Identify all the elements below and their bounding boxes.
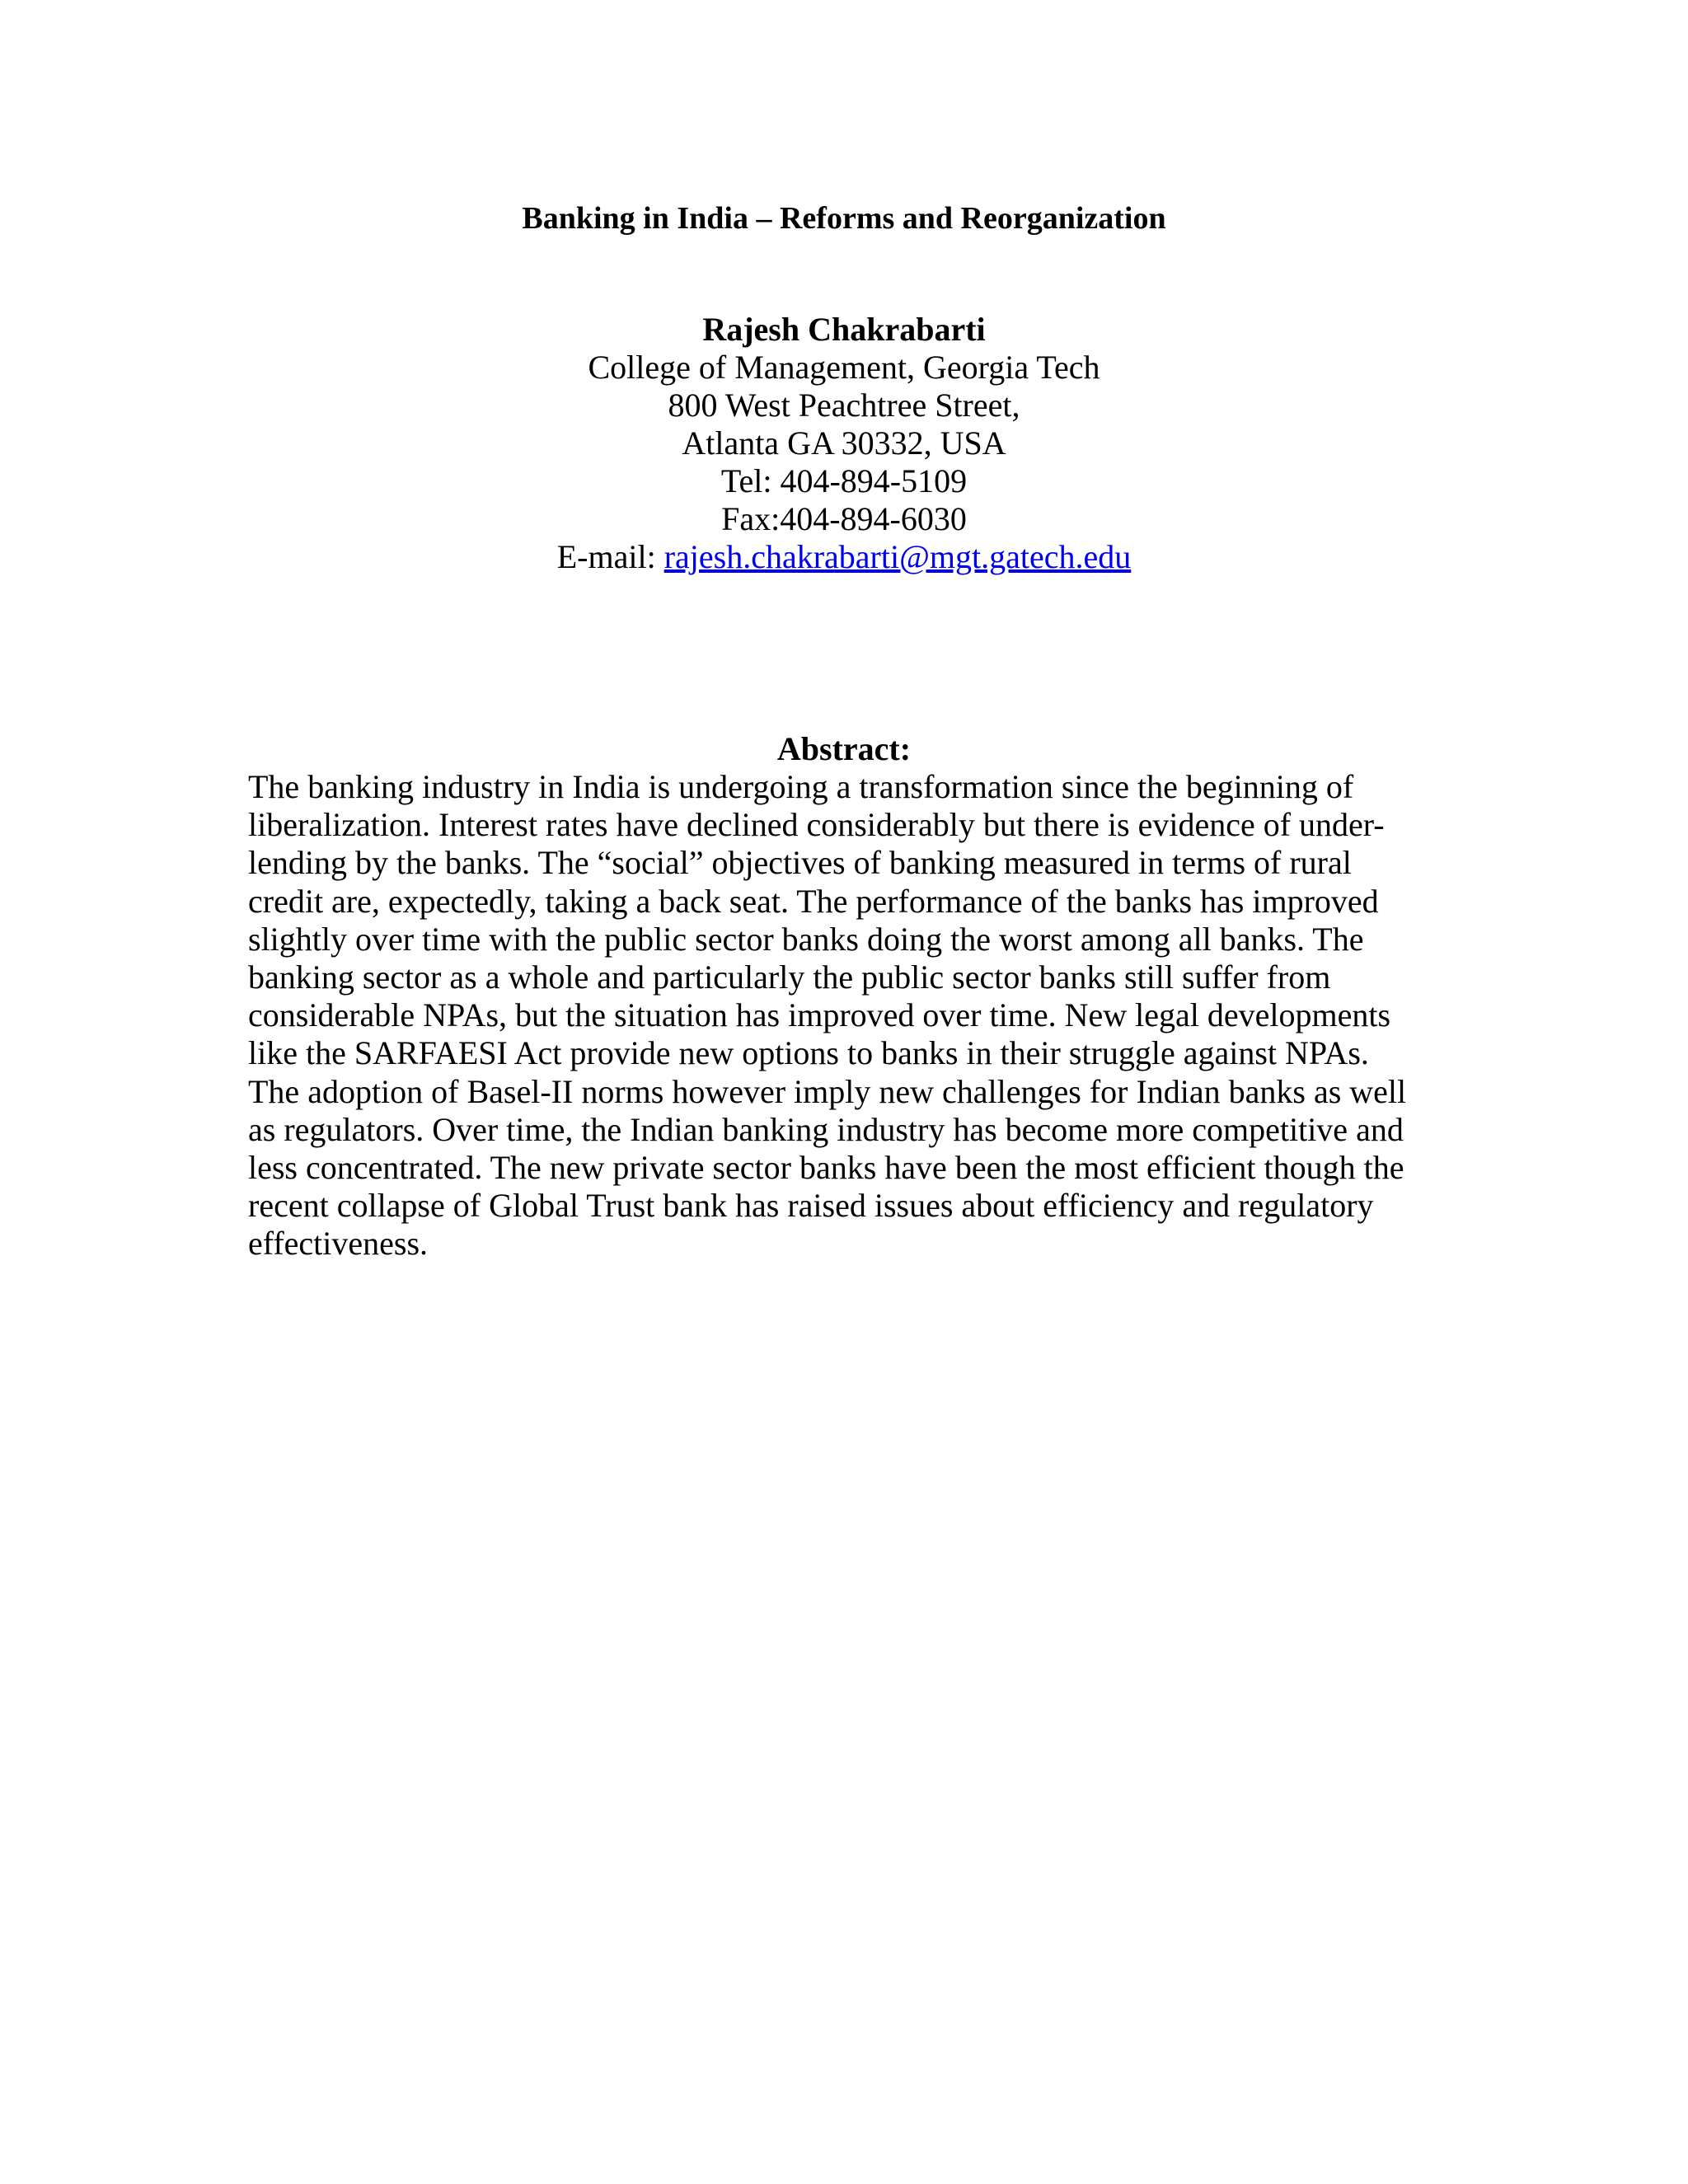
author-name: Rajesh Chakrabarti (702, 311, 986, 348)
abstract-line: recent collapse of Global Trust bank has raised issues about efficiency and regulatory (248, 1187, 1374, 1225)
author-address-line-1: 800 West Peachtree Street, (668, 387, 1020, 424)
abstract-body (248, 768, 1418, 1263)
abstract-line: slightly over time with the public sector banks doing the worst among all banks. The (248, 920, 1364, 958)
abstract-line: as regulators. Over time, the Indian banking industry has become more competitive and (248, 1110, 1404, 1148)
author-fax: Fax:404-894-6030 (721, 500, 967, 537)
abstract-heading: Abstract: (776, 730, 912, 767)
abstract-line: The adoption of Basel-II norms however imply new challenges for Indian banks as well (248, 1072, 1407, 1110)
abstract-line: considerable NPAs, but the situation has improved over time. New legal developments (248, 996, 1391, 1034)
abstract-line: credit are, expectedly, taking a back seat. The performance of the banks has improved (248, 882, 1379, 920)
author-block (0, 311, 1688, 576)
abstract-line: banking sector as a whole and particularly the public sector banks still suffer from (248, 958, 1331, 996)
abstract-line: less concentrated. The new private sector banks have been the most efficient though the (248, 1149, 1404, 1187)
abstract-line: lending by the banks. The “social” objectives of banking measured in terms of rural (248, 844, 1352, 882)
abstract-line: effectiveness. (248, 1225, 429, 1263)
email-link[interactable]: rajesh.chakrabarti@mgt.gatech.edu (663, 538, 1132, 575)
abstract-line: liberalization. Interest rates have declined considerably but there is evidence of under- (248, 806, 1385, 844)
author-affiliation: College of Management, Georgia Tech (588, 349, 1100, 386)
email-label: E-mail: (556, 538, 664, 575)
author-address-line-2: Atlanta GA 30332, USA (682, 424, 1006, 462)
abstract-line: like the SARFAESI Act provide new options to banks in their struggle against NPAs. (248, 1034, 1369, 1072)
abstract-line: The banking industry in India is undergoing a transformation since the beginning of (248, 768, 1354, 805)
author-email-line (0, 538, 1688, 576)
paper-title: Banking in India – Reforms and Reorganization (522, 201, 1166, 236)
author-telephone: Tel: 404-894-5109 (720, 462, 968, 499)
